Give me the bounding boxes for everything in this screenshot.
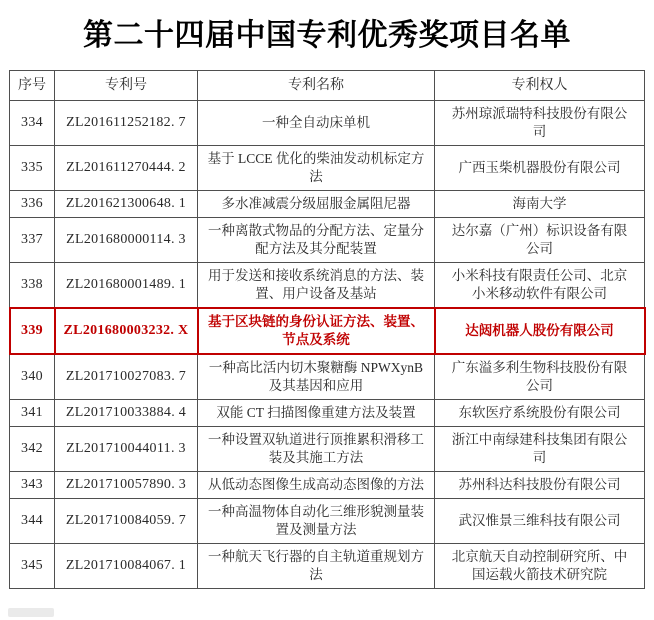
cell-patent_no: ZL201710027083. 7 — [55, 354, 198, 400]
cell-patent_no: ZL201710057890. 3 — [55, 472, 198, 499]
cell-name: 基于 LCCE 优化的柴油发动机标定方法 — [198, 146, 435, 191]
table-header-row — [10, 71, 645, 101]
column-header: 专利名称 — [198, 71, 435, 101]
table-row — [10, 427, 645, 472]
cell-no: 342 — [10, 427, 55, 472]
cell-owner: 达尔嘉（广州）标识设备有限公司 — [435, 218, 645, 263]
cell-name: 从低动态图像生成高动态图像的方法 — [198, 472, 435, 499]
cell-no: 339 — [10, 308, 55, 354]
cell-name: 一种高比活内切木聚糖酶 NPWXynB 及其基因和应用 — [198, 354, 435, 400]
column-header: 专利号 — [55, 71, 198, 101]
cell-patent_no: ZL201680000114. 3 — [55, 218, 198, 263]
cell-owner: 达闼机器人股份有限公司 — [435, 308, 645, 354]
table-row — [10, 146, 645, 191]
cell-patent_no: ZL201611252182. 7 — [55, 101, 198, 146]
cell-owner: 海南大学 — [435, 191, 645, 218]
cell-patent_no: ZL201710084067. 1 — [55, 544, 198, 589]
cell-patent_no: ZL201680001489. 1 — [55, 263, 198, 309]
table-row — [10, 263, 645, 309]
cell-patent_no: ZL201710033884. 4 — [55, 400, 198, 427]
cell-owner: 广东溢多利生物科技股份有限公司 — [435, 354, 645, 400]
patent-award-table — [9, 70, 646, 589]
cell-patent_no: ZL201710084059. 7 — [55, 499, 198, 544]
page-title: 第二十四届中国专利优秀奖项目名单 — [83, 19, 571, 52]
table-row — [10, 499, 645, 544]
cell-no: 344 — [10, 499, 55, 544]
cell-owner: 北京航天自动控制研究所、中国运载火箭技术研究院 — [435, 544, 645, 589]
cell-patent_no: ZL201621300648. 1 — [55, 191, 198, 218]
table-row — [10, 218, 645, 263]
cell-name: 一种设置双轨道进行顶推累积滑移工装及其施工方法 — [198, 427, 435, 472]
cell-name: 多水准减震分级屈服金属阻尼器 — [198, 191, 435, 218]
cell-owner: 小米科技有限责任公司、北京小米移动软件有限公司 — [435, 263, 645, 309]
table-row — [10, 400, 645, 427]
column-header: 序号 — [10, 71, 55, 101]
table-body — [10, 101, 645, 589]
document-page — [0, 10, 654, 589]
cell-no: 340 — [10, 354, 55, 400]
column-header: 专利权人 — [435, 71, 645, 101]
table-header — [10, 71, 645, 101]
cell-owner: 东软医疗系统股份有限公司 — [435, 400, 645, 427]
cell-name: 用于发送和接收系统消息的方法、装置、用户设备及基站 — [198, 263, 435, 309]
cell-owner: 武汉惟景三维科技有限公司 — [435, 499, 645, 544]
table-row — [10, 544, 645, 589]
cell-owner: 浙江中南绿建科技集团有限公司 — [435, 427, 645, 472]
cell-owner: 苏州琼派瑞特科技股份有限公司 — [435, 101, 645, 146]
table-row — [10, 101, 645, 146]
cell-name: 基于区块链的身份认证方法、装置、节点及系统 — [198, 308, 435, 354]
cell-no: 345 — [10, 544, 55, 589]
cell-name: 一种离散式物品的分配方法、定量分配方法及其分配装置 — [198, 218, 435, 263]
cell-patent_no: ZL201680003232. X — [55, 308, 198, 354]
cell-no: 338 — [10, 263, 55, 309]
cell-no: 337 — [10, 218, 55, 263]
cell-no: 334 — [10, 101, 55, 146]
table-row-highlighted — [10, 308, 645, 354]
cell-no: 336 — [10, 191, 55, 218]
cell-no: 335 — [10, 146, 55, 191]
cell-name: 一种高温物体自动化三维形貌测量装置及测量方法 — [198, 499, 435, 544]
cell-no: 341 — [10, 400, 55, 427]
table-row — [10, 191, 645, 218]
cell-owner: 广西玉柴机器股份有限公司 — [435, 146, 645, 191]
table-row — [10, 354, 645, 400]
cell-owner: 苏州科达科技股份有限公司 — [435, 472, 645, 499]
cell-name: 一种航天飞行器的自主轨道重规划方法 — [198, 544, 435, 589]
table-row — [10, 472, 645, 499]
cell-no: 343 — [10, 472, 55, 499]
cell-patent_no: ZL201611270444. 2 — [55, 146, 198, 191]
cell-name: 一种全自动床单机 — [198, 101, 435, 146]
scan-artifact — [8, 608, 54, 617]
cell-patent_no: ZL201710044011. 3 — [55, 427, 198, 472]
cell-name: 双能 CT 扫描图像重建方法及装置 — [198, 400, 435, 427]
